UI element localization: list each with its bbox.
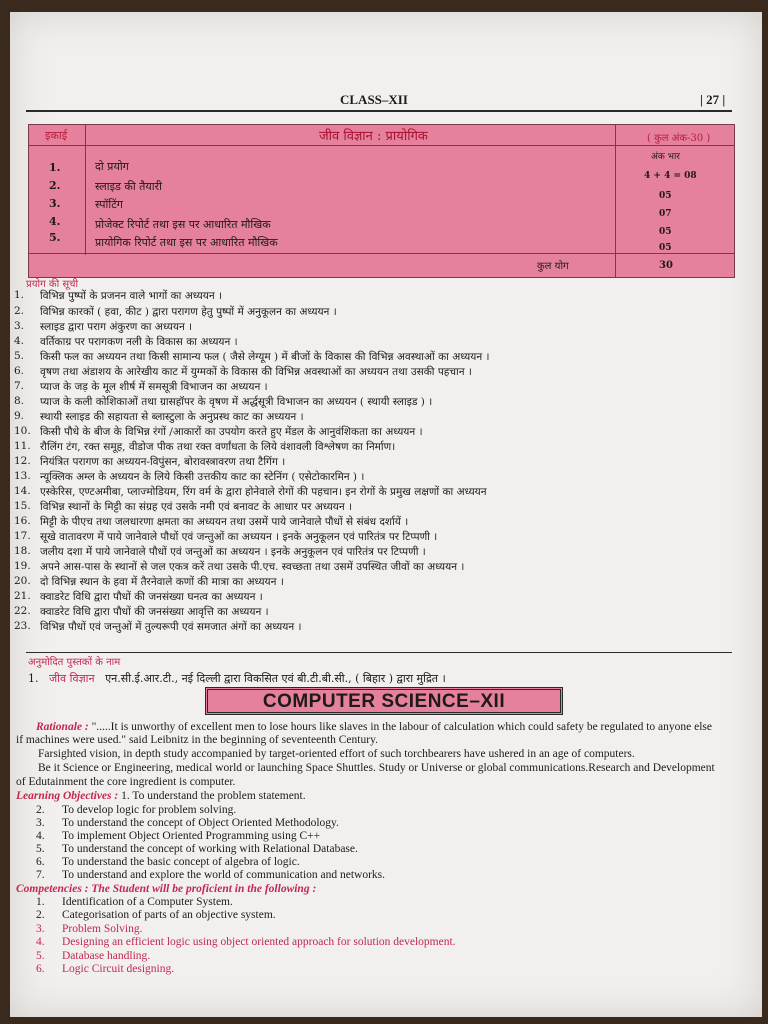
marks-column-header: अंक भार xyxy=(651,152,680,162)
table-divider xyxy=(29,145,734,146)
table-row-num: 3. xyxy=(49,197,61,210)
table-row-label: प्रायोगिक रिपोर्ट तथा इस पर आधारित मौखिक xyxy=(95,236,278,249)
table-row-label: स्पॉटिंग xyxy=(95,198,123,211)
table-divider xyxy=(29,253,734,254)
total-marks: ( कुल अंक-30 ) xyxy=(647,133,711,144)
experiment-list-title: प्रयोग की सूची xyxy=(26,279,79,290)
competencies-title: Competencies : The Student will be proficient in the following : xyxy=(16,883,317,895)
table-row-marks: 4 + 4 = 08 xyxy=(644,171,697,181)
document-page: CLASS–XII | 27 | इकाई जीव विज्ञान : प्रायोगिक ( कुल अंक-30 ) अंक भार 1. दो प्रयोग 4 + 4 = 08 2. स्लाइड की तैयारी 05 3. स्पॉटिंग 07 4. प्रोजेक्ट रिपोर्ट तथा इस पर आधारित मौखिक 05 5. प्रायोगिक रिपोर्ट तथा इस पर आधारित मौखिक 05 कुल योग 30 प्रयोग की सूची 1. विभिन्न पुष्पों के प्रजनन वाले भागों का अध्ययन । 2. विभिन्न कारकों ( हवा, कीट ) द्वारा परागण हेतु पुष्पों में अनुकूलन का अध्ययन । 3. स्लाइड द्वारा पराग अंकुरण का अध्ययन । 4. वर्तिकाग्र पर परागकण नली के विकास का अध्ययन । 5. किसी फल का अध्ययन तथा किसी सामान्य फल ( जैसे लेग्यूम ) में बीजों के विकास की विभिन्न अवस्थाओं का अध्ययन । 6. वृषण तथा अंडाशय के आरेखीय काट में युग्मकों के विकास की विभिन्न अवस्थाओं का अध्ययन तथा उसकी पहचान । 7. प्याज के जड़ के मूल शीर्ष में समसूत्री विभाजन का अध्ययन । 8. प्याज के कली कोशिकाओं तथा ग्रासहॉपर के वृषण में अर्द्धसूत्री विभाजन का अध्ययन ( स्थायी स्लाइड ) । 9. स्थायी स्लाइड की सहायता से ब्लास्टुला के अनुप्रस्थ काट का अध्ययन । 10. किसी पौधे के बीज के विभिन्न रंगों /आकारों का उपयोग करते हुए मेंडल के आनुवंशिकता का अध्ययन । 11. रौलिंग टंग, रक्त समूह, वीडोज पीक तथा रक्त वर्णांधता के लिये वंशावली विश्लेषण का निर्माण। 12. नियंत्रित परागण का अध्ययन-विपुंसन, बोरावस्त्रावरण तथा टैगिंग । 13. न्यूक्लिक अम्ल के अध्ययन के लिये किसी उत्तकीय काट का स्टेनिंग ( एसेटोकारमिन ) । 14. एस्केरिस, एण्टअमीबा, प्लाज्मोडियम, रिंग वर्म के द्वारा होनेवाले रोगों की पहचान। इन रोगों के प्रमुख लक्षणों का अध्ययन 15. विभिन्न स्थानों के मिट्टी का संग्रह एवं उसके नमी एवं बनावट के आधार पर अध्ययन । 16. मिट्टी के पीएच तथा जलधारणा क्षमता का अध्ययन तथा उसमें पाये जानेवाले पौधों से संबंध दर्शायें । 17. सूखे वातावरण में पाये जानेवाले पौधों एवं जन्तुओं का अध्ययन । इनके अनुकूलन एवं पारितंत्र पर टिप्पणी । 18. जलीय दशा में पाये जानेवाले पौधों एवं जन्तुओं का अध्ययन । इनके अनुकूलन एवं पारितंत्र पर टिप्पणी । 19. अपने आस-पास के स्थानों से जल एकत्र करें तथा उसके पी.एच. स्वच्छता तथा उसमें उपस्थित जीवों का अध्ययन । 20. दो विभिन्न स्थान के हवा में तैरनेवाले कणों की मात्रा का अध्ययन । 21. क्वाडरेट विधि द्वारा पौधों की जनसंख्या घनत्व का अध्ययन । 22. क्वाडरेट विधि द्वारा पौधों की जनसंख्या आवृत्ति का अध्ययन । 23. विभिन्न पौधों एवं जन्तुओं में तुल्यरूपी एवं समजात अंगों का अध्ययन । अनुमोदित पुस्तकों के नाम 1. जीव विज्ञान एन.सी.ई.आर.टी., नई दिल्ली द्वारा विकसित एवं बी.टी.बी.सी., ( बिहार ) द्वारा मुद्रित । COMPUTER SCIENCE–XII Rationale : ".....It is unworthy of excellent men to lose hours like slaves in the labour of calculation which could safety be regulated to anyone else if machines were used." said Leibnitz in the beginning of seventeenth Century. Farsighted vision, in depth study accompanied by target-oriented effort of such torchbearers have ushered in an age of computers. Be it Science or Engineering, medical world or launching Space Shuttles. Study or Universe or global communications.Research and Development of Edutainment the core ingredient is computer. Learning Objectives : 1. To understand the problem statement. 2. To develop logic for problem solving. 3. To understand the concept of Object Oriented Methodology. 4. To implement Object Oriented Programming using C++ 5. To understand the concept of working with Relational Database. 6. To understand the basic concept of algebra of logic. 7. To understand and explore the world of communication and networks. Competencies : The Student will be proficient in the following : 1. Identification of a Computer System. 2. Categorisation of parts of an objective system. 3. Problem Solving. 4. Designing an efficient logic using object oriented approach for solution development. 5. Database handling. 6. Logic Circuit designing. xyxy=(10,12,762,1017)
book-item: 1. जीव विज्ञान एन.सी.ई.आर.टी., नई दिल्ली द्वारा विकसित एवं बी.टी.बी.सी., ( बिहार ) द्वारा मुद्रित । xyxy=(28,672,446,685)
paragraph: of Edutainment the core ingredient is computer. xyxy=(16,776,236,788)
biology-practical-table xyxy=(28,124,735,278)
table-row-num: 1. xyxy=(49,161,61,174)
table-row-num: 4. xyxy=(49,215,61,228)
approved-books-title: अनुमोदित पुस्तकों के नाम xyxy=(28,657,121,668)
table-row-num: 5. xyxy=(49,231,61,244)
table-row-label: दो प्रयोग xyxy=(95,160,129,173)
rationale-line: Rationale : ".....It is unworthy of excellent men to lose hours like slaves in the labour of calculation which could safety be regulated to anyone else xyxy=(36,721,712,733)
total-value: 30 xyxy=(659,260,673,271)
table-row-num: 2. xyxy=(49,179,61,192)
page-number: | 27 | xyxy=(700,92,726,107)
header-divider xyxy=(26,110,732,112)
computer-science-heading: COMPUTER SCIENCE–XII xyxy=(205,687,563,715)
table-divider xyxy=(615,125,616,277)
section-divider xyxy=(26,652,732,653)
table-row-marks: 07 xyxy=(659,209,672,219)
table-row-marks: 05 xyxy=(659,243,672,253)
rationale-line: if machines were used." said Leibnitz in the beginning of seventeenth Century. xyxy=(16,734,378,746)
unit-column-header: इकाई xyxy=(45,129,68,142)
objectives-line: Learning Objectives : 1. To understand the problem statement. xyxy=(16,790,306,802)
paragraph: Farsighted vision, in depth study accompanied by target-oriented effort of such torchbearers have ushered in an age of computers. xyxy=(38,748,635,760)
table-row-marks: 05 xyxy=(659,191,672,201)
total-label: कुल योग xyxy=(537,261,569,272)
table-title: जीव विज्ञान : प्रायोगिक xyxy=(319,129,428,144)
class-header: CLASS–XII xyxy=(340,92,408,107)
table-row-label: स्लाइड की तैयारी xyxy=(95,180,163,193)
paragraph: Be it Science or Engineering, medical world or launching Space Shuttles. Study or Universe or global communications.Research and Development xyxy=(38,762,715,774)
table-row-label: प्रोजेक्ट रिपोर्ट तथा इस पर आधारित मौखिक xyxy=(95,218,271,231)
table-row-marks: 05 xyxy=(659,227,672,237)
